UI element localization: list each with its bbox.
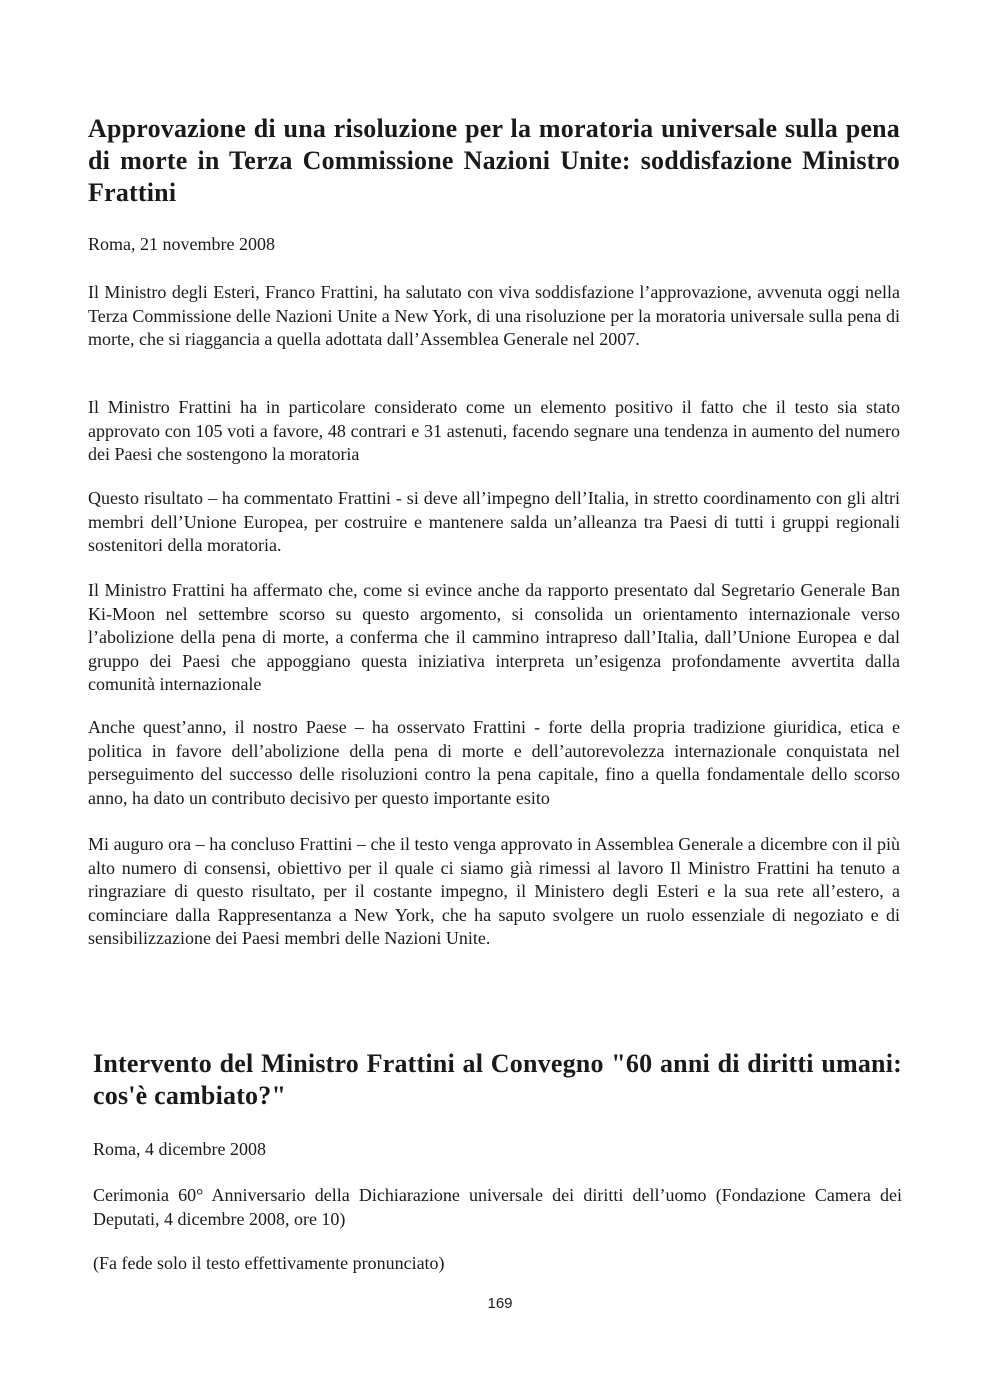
section2-event: Cerimonia 60° Anniversario della Dichiarazione universale dei diritti dell’uomo (Fondazione Camera dei Deputati, 4 dicembre 2008, ore 10) xyxy=(93,1185,902,1229)
page-number: 169 xyxy=(487,1295,513,1312)
section1-paragraph-4: Il Ministro Frattini ha affermato che, come si evince anche da rapporto presentato dal Segretario Generale Ban Ki-Moon nel settembre scorso su questo argomento, si consolida un orientamento internazionale verso l’abolizione della pena di morte, a conferma che il cammino intrapreso dall’Italia, dall’Unione Europea e dal gruppo dei Paesi che appoggiano questa iniziativa interpreta un’esigenza profondamente avvertita dalla comunità internazionale xyxy=(88,580,900,694)
section1-title: Approvazione di una risoluzione per la moratoria universale sulla pena di morte in Terza Commissione Nazioni Unite: soddisfazione Ministro Frattini xyxy=(88,114,900,207)
section1-paragraph-5: Anche quest’anno, il nostro Paese – ha osservato Frattini - forte della propria tradizione giuridica, etica e politica in favore dell’abolizione della pena di morte e dell’autorevolezza internazionale conquistata nel perseguimento del successo delle risoluzioni contro la pena capitale, fino a quella fondamentale dello scorso anno, ha dato un contributo decisivo per questo importante esito xyxy=(88,717,900,808)
section1-date: Roma, 21 novembre 2008 xyxy=(88,234,275,254)
section2-date: Roma, 4 dicembre 2008 xyxy=(93,1139,266,1159)
section1-paragraph-2: Il Ministro Frattini ha in particolare considerato come un elemento positivo il fatto che il testo sia stato approvato con 105 voti a favore, 48 contrari e 31 astenuti, facendo segnare una tendenza in aumento del numero dei Paesi che sostengono la moratoria xyxy=(88,397,900,464)
section2-note: (Fa fede solo il testo effettivamente pronunciato) xyxy=(93,1253,445,1273)
section1-paragraph-1: Il Ministro degli Esteri, Franco Frattini, ha salutato con viva soddisfazione l’approvazione, avvenuta oggi nella Terza Commissione delle Nazioni Unite a New York, di una risoluzione per la moratoria universale sulla pena di morte, che si riaggancia a quella adottata dall’Assemblea Generale nel 2007. xyxy=(88,282,900,349)
section1-paragraph-3: Questo risultato – ha commentato Frattini - si deve all’impegno dell’Italia, in stretto coordinamento con gli altri membri dell’Unione Europea, per costruire e mantenere salda un’alleanza tra Paesi di tutti i gruppi regionali sostenitori della moratoria. xyxy=(88,488,900,555)
section1-paragraph-6: Mi auguro ora – ha concluso Frattini – che il testo venga approvato in Assemblea Generale a dicembre con il più alto numero di consensi, obiettivo per il quale ci siamo già rimessi al lavoro Il Ministro Frattini ha tenuto a ringraziare di questo risultato, per il costante impegno, il Ministero degli Esteri e la sua rete all’estero, a cominciare dalla Rappresentanza a New York, che ha saputo svolgere un ruolo essenziale di negoziato e di sensibilizzazione dei Paesi membri delle Nazioni Unite. xyxy=(88,834,900,948)
section2-title: Intervento del Ministro Frattini al Convegno "60 anni di diritti umani: cos'è cambiato?" xyxy=(93,1049,902,1110)
